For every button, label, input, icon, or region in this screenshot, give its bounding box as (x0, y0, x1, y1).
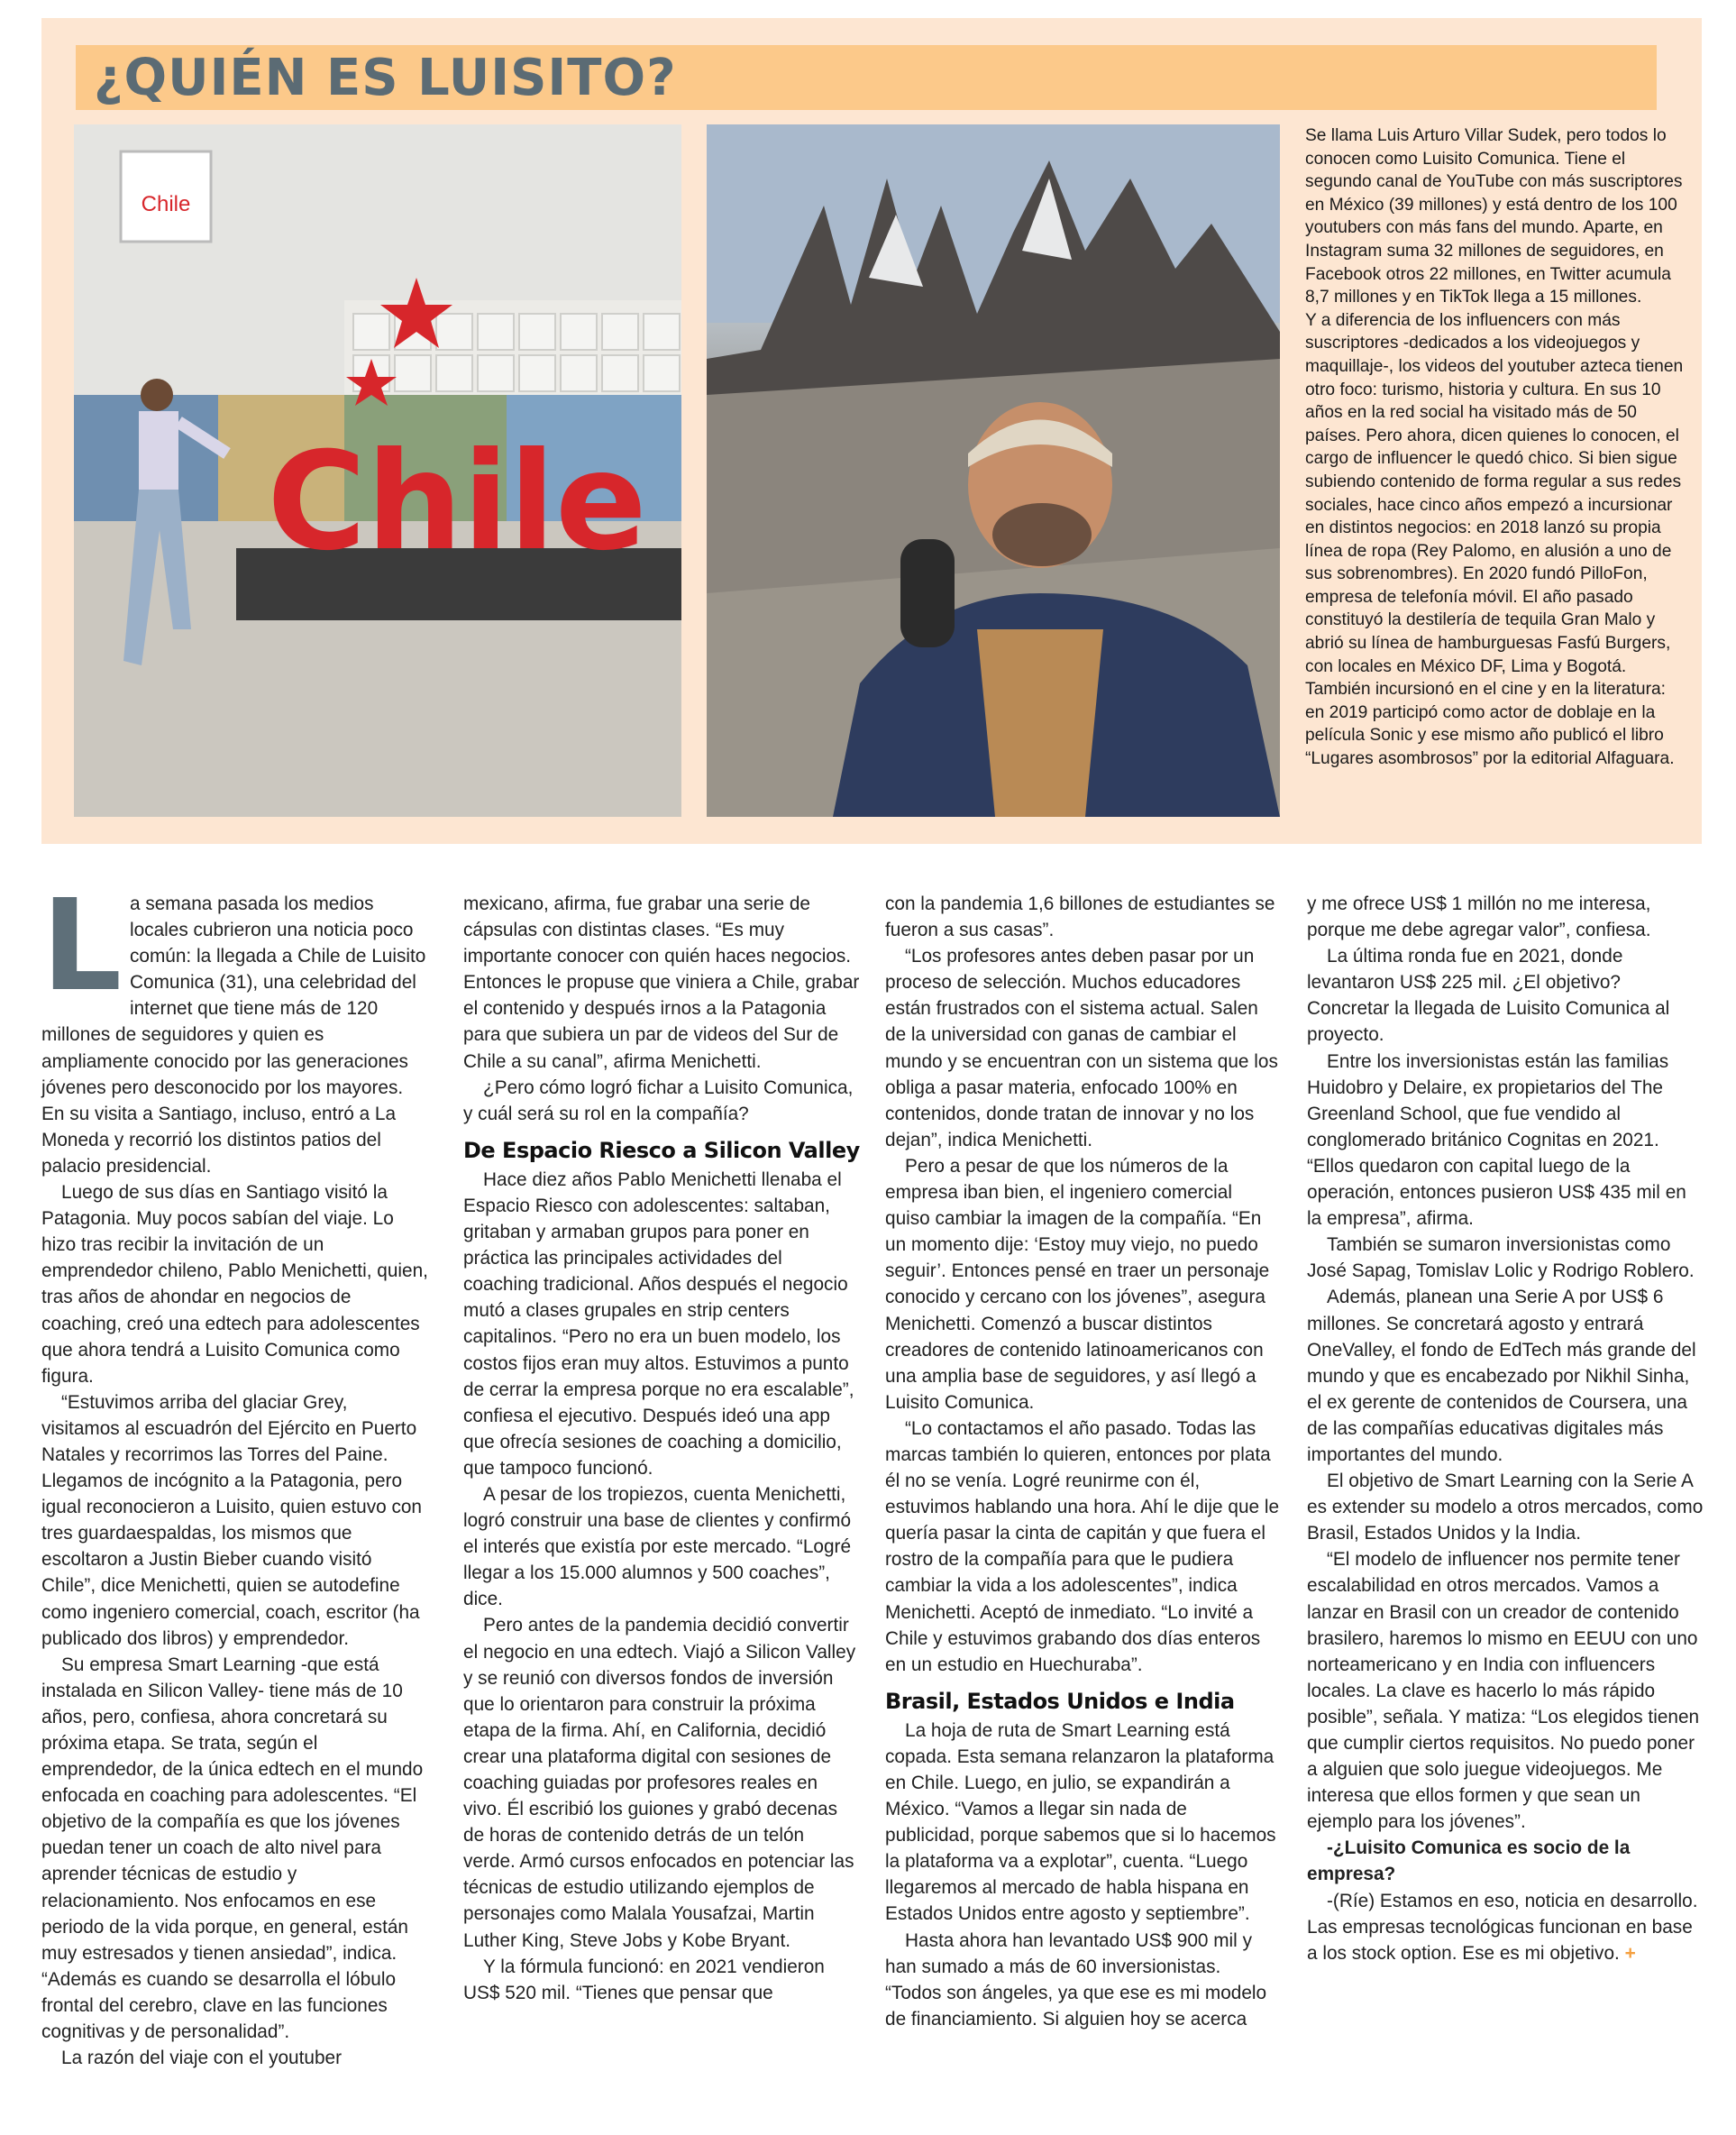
interview-answer (1307, 1888, 1704, 1966)
patagonia-image (707, 124, 1280, 817)
article-paragraph: con la pandemia 1,6 billones de estudiantes se fueron a sus casas”. (885, 893, 1275, 941)
article-column-2 (463, 891, 860, 2006)
article-paragraph: La hoja de ruta de Smart Learning está copada. Esta semana relanzaron la plataforma en Chile. Luego, en julio, se expandirán a México. “Vamos a llegar sin nada de publicidad, porque sabemos que si lo hacemos la plataforma va a explotar”, cuenta. “Luego llegaremos al mercado de habla hispana en Estados Unidos entre agosto y septiembre”. (885, 1719, 1276, 1925)
article-column-3 (885, 891, 1282, 2032)
sidebar-text (1305, 124, 1684, 771)
article-paragraph: Su empresa Smart Learning -que está instalada en Silicon Valley- tiene más de 10 años, pero, confiesa, ahora concretará su próxima etapa. Se trata, según el emprendedor, de la única edtech en el mundo enfocada en coaching para adolescentes. “El objetivo de la compañía es que los jóvenes puedan tener un coach de alto nivel para aprender técnicas de estudio y relacionamiento. Nos enfocamos en ese periodo de la vida porque, en general, están muy estresados y tienen ansiedad”, indica. “Además es cuando se desarrolla el lóbulo frontal del cerebro, clave en las funciones cognitivas y de personalidad”. (41, 1654, 424, 2043)
article-paragraph: Y la fórmula funcionó: en 2021 vendieron US$ 520 mil. “Tienes que pensar que (463, 1956, 825, 2003)
sidebar-paragraph: Se llama Luis Arturo Villar Sudek, pero todos lo conocen como Luisito Comunica. Tiene el segundo canal de YouTube con más suscriptores en México (39 millones) y está dentro de los 100 youtubers con más fans del mundo. Aparte, en Instagram suma 32 millones de seguidores, en Facebook otros 22 millones, en Twitter acumula 8,7 millones y en TikTok llega a 15 millones. (1305, 126, 1683, 307)
article-paragraph: mexicano, afirma, fue grabar una serie de cápsulas con distintas clases. “Es muy importante conocer con quién haces negocios. Entonces le propuse que viniera a Chile, grabar el contenido y después irnos a la Patagonia para que subiera un par de videos del Sur de Chile a su canal”, afirma Menichetti. (463, 893, 860, 1072)
chile-sign-image (74, 124, 681, 817)
article-paragraph: “El modelo de influencer nos permite tener escalabilidad en otros mercados. Vamos a lanzar en Brasil con un creador de contenido brasilero, haremos lo mismo en EEUU con uno norteamericano y en India con influencers locales. La clave es hacerlo lo más rápido posible”, señala. Y matiza: “Los elegidos tienen que cumplir ciertos requisitos. No puedo poner a alguien que solo juegue videojuegos. Me interesa que ellos formen y que sean un ejemplo para los jóvenes”. (1307, 1549, 1700, 1833)
chile-big-sign-text: Chile (267, 424, 647, 581)
article-paragraph: “Los profesores antes deben pasar por un proceso de selección. Muchos educadores están frustrados con el sistema actual. Salen de la universidad con ganas de cambiar el mundo y se encuentran con un sistema que los obliga a pasar materia, enfocado 100% en contenidos, donde tratan de innovar y no los dejan”, indica Menichetti. (885, 946, 1278, 1150)
article-paragraph: También se sumaron inversionistas como José Sapag, Tomislav Lolic y Rodrigo Roblero. (1307, 1234, 1695, 1282)
answer-text: -(Ríe) Estamos en eso, noticia en desarrollo. Las empresas tecnológicas funcionan en base a los stock option. Ese es mi objetivo. (1307, 1890, 1698, 1964)
article-paragraph: “Estuvimos arriba del glaciar Grey, visitamos al escuadrón del Ejército en Puerto Natales y recorrimos las Torres del Paine. Llegamos de incógnito a la Patagonia, pero igual reconocieron a Luisito, quien estuvo con tres guardaespaldas, los mismos que escoltaron a Justin Bieber cuando visitó Chile”, dice Menichetti, quien se autodefine como ingeniero comercial, coach, escritor (ha publicado dos libros) y emprendedor. (41, 1391, 422, 1649)
article-paragraph: El objetivo de Smart Learning con la Serie A es extender su modelo a otros mercados, como Brasil, Estados Unidos y la India. (1307, 1471, 1704, 1544)
article-paragraph: Entre los inversionistas están las familias Huidobro y Delaire, ex propietarios del The Greenland School, que fue vendido al conglomerado británico Cognitas en 2021. “Ellos quedaron con capital luego de la operación, entonces pusieron US$ 435 mil en la empresa”, afirma. (1307, 1050, 1686, 1230)
article-paragraph: Hasta ahora han levantado US$ 900 mil y han sumado a más de 60 inversionistas. “Todos son ángeles, ya que ese es mi modelo de financiamiento. Si alguien hoy se acerca (885, 1929, 1267, 2030)
article-column-4 (1307, 891, 1704, 1966)
article-paragraph: Pero antes de la pandemia decidió convertir el negocio en una edtech. Viajó a Silicon Valley y se reunió con diversos fondos de inversión que lo orientaron para construir la próxima etapa de la firma. Ahí, en California, decidió crear una plataforma digital con sesiones de coaching guiadas por profesores reales en vivo. Él escribió los guiones y grabó decenas de horas de contenido detrás de un telón verde. Armó cursos enfocados en potenciar las técnicas de estudio utilizando ejemplos de personajes como Malala Yousafzai, Martin Luther King, Steve Jobs y Kobe Bryant. (463, 1615, 856, 1951)
end-mark: + (1624, 1942, 1636, 1964)
article-paragraph: La razón del viaje con el youtuber (61, 2048, 342, 2069)
dropcap: L (41, 873, 123, 1020)
page-title: ¿QUIÉN ES LUISITO? (94, 49, 677, 107)
article-paragraph: Pero a pesar de que los números de la empresa iban bien, el ingeniero comercial quiso cambiar la imagen de la compañía. “En un momento dije: ‘Estoy muy viejo, no puedo seguir’. Entonces pensé en traer un personaje conocido y cercano con los jóvenes”, asegura Menichetti. Comenzó a buscar distintos creadores de contenido latinoamericanos con una amplia base de seguidores, y así llegó a Luisito Comunica. (885, 1155, 1270, 1413)
subheading-espacio-riesco: De Espacio Riesco a Silicon Valley (463, 1137, 860, 1163)
photo-chile-sign (74, 124, 681, 817)
sidebar-paragraph: Y a diferencia de los influencers con más suscriptores -dedicados a los videojuegos y maquillaje-, los videos del youtuber azteca tienen otro foco: turismo, historia y cultura. En sus 10 años en la red social ha visitado más de 50 países. Pero ahora, dicen quienes lo conocen, el cargo de influencer le quedó chico. Si bien sigue subiendo contenido de forma regular a sus redes sociales, hace cinco años empezó a incursionar en distintos negocios: en 2018 lanzó su propia línea de ropa (Rey Palomo, en alusión a uno de sus sobrenombres). En 2020 fundó PilloFon, empresa de telefonía móvil. El año pasado constituyó la destilería de tequila Gran Malo y abrió su línea de hamburguesas Fasfú Burgers, con locales en México DF, Lima y Bogotá. También incursionó en el cine y en la literatura: en 2019 participó como actor de doblaje en la película Sonic y ese mismo año publicó el libro “Lugares asombrosos” por la editorial Alfaguara. (1305, 310, 1684, 769)
article-paragraph: a semana pasada los medios locales cubrieron una noticia poco común: la llegada a Chile de Luisito Comunica (31), una celebridad del internet que tiene más de 120 millones de seguidores y quien es ampliamente conocido por las generaciones jóvenes pero desconocido por los mayores. En su visita a Santiago, incluso, entró a La Moneda y recorrió los distintos patios del palacio presidencial. (41, 893, 426, 1177)
title-bar (76, 45, 1657, 110)
article-column-1 (41, 873, 429, 2071)
chile-small-sign-text: Chile (141, 192, 191, 216)
article-paragraph: Luego de sus días en Santiago visitó la Patagonia. Muy pocos sabían del viaje. Lo hizo tras recibir la invitación de un emprendedor chileno, Pablo Menichetti, quien, tras años de ahondar en negocios de coaching, creó una edtech para adolescentes que ahora tendrá a Luisito Comunica como figura. (41, 1182, 428, 1387)
article-paragraph: Además, planean una Serie A por US$ 6 millones. Se concretará agosto y entrará OneValley, el fondo de EdTech más grande del mundo y que es encabezado por Nikhil Sinha, el ex gerente de contenidos de Coursera, una de las compañías educativas digitales más importantes del mundo. (1307, 1287, 1696, 1465)
subheading-brasil: Brasil, Estados Unidos e India (885, 1688, 1235, 1714)
article-paragraph: “Lo contactamos el año pasado. Todas las marcas también lo quieren, entonces por plata él no se venía. Logré reunirme con él, estuvimos hablando una hora. Ahí le dije que le quería pasar la cinta de capitán y que fuera el rostro de la compañía para que le pudiera cambiar la vida a los adolescentes”, indica Menichetti. Aceptó de inmediato. “Lo invité a Chile y estuvimos grabando dos días enteros en un estudio en Huechuraba”. (885, 1417, 1280, 1675)
interview-question: -¿Luisito Comunica es socio de la empresa? (1307, 1837, 1631, 1885)
article-paragraph: Hace diez años Pablo Menichetti llenaba el Espacio Riesco con adolescentes: saltaban, gritaban y armaban grupos para poner en práctica las principales actividades del coaching tradicional. Años después el negocio mutó a clases grupales en strip centers capitalinos. “Pero no era un buen modelo, los costos fijos eran muy altos. Estuvimos a punto de cerrar la empresa porque no era escalable”, confiesa el ejecutivo. Después ideó una app que ofrecía sesiones de coaching a domicilio, que tampoco funcionó. (463, 1168, 854, 1479)
article-paragraph: La última ronda fue en 2021, donde levantaron US$ 225 mil. ¿El objetivo? Concretar la llegada de Luisito Comunica al proyecto. (1307, 946, 1670, 1046)
article-paragraph: ¿Pero cómo logró fichar a Luisito Comunica, y cuál será su rol en la compañía? (463, 1077, 854, 1124)
article-paragraph: A pesar de los tropiezos, cuenta Menichetti, logró construir una base de clientes y confirmó el interés que existía por este mercado. “Logré llegar a los 15.000 alumnos y 500 coaches”, dice. (463, 1483, 852, 1610)
photo-torres-del-paine (707, 124, 1280, 817)
article-paragraph: y me ofrece US$ 1 millón no me interesa, porque me debe agregar valor”, confiesa. (1307, 893, 1651, 941)
